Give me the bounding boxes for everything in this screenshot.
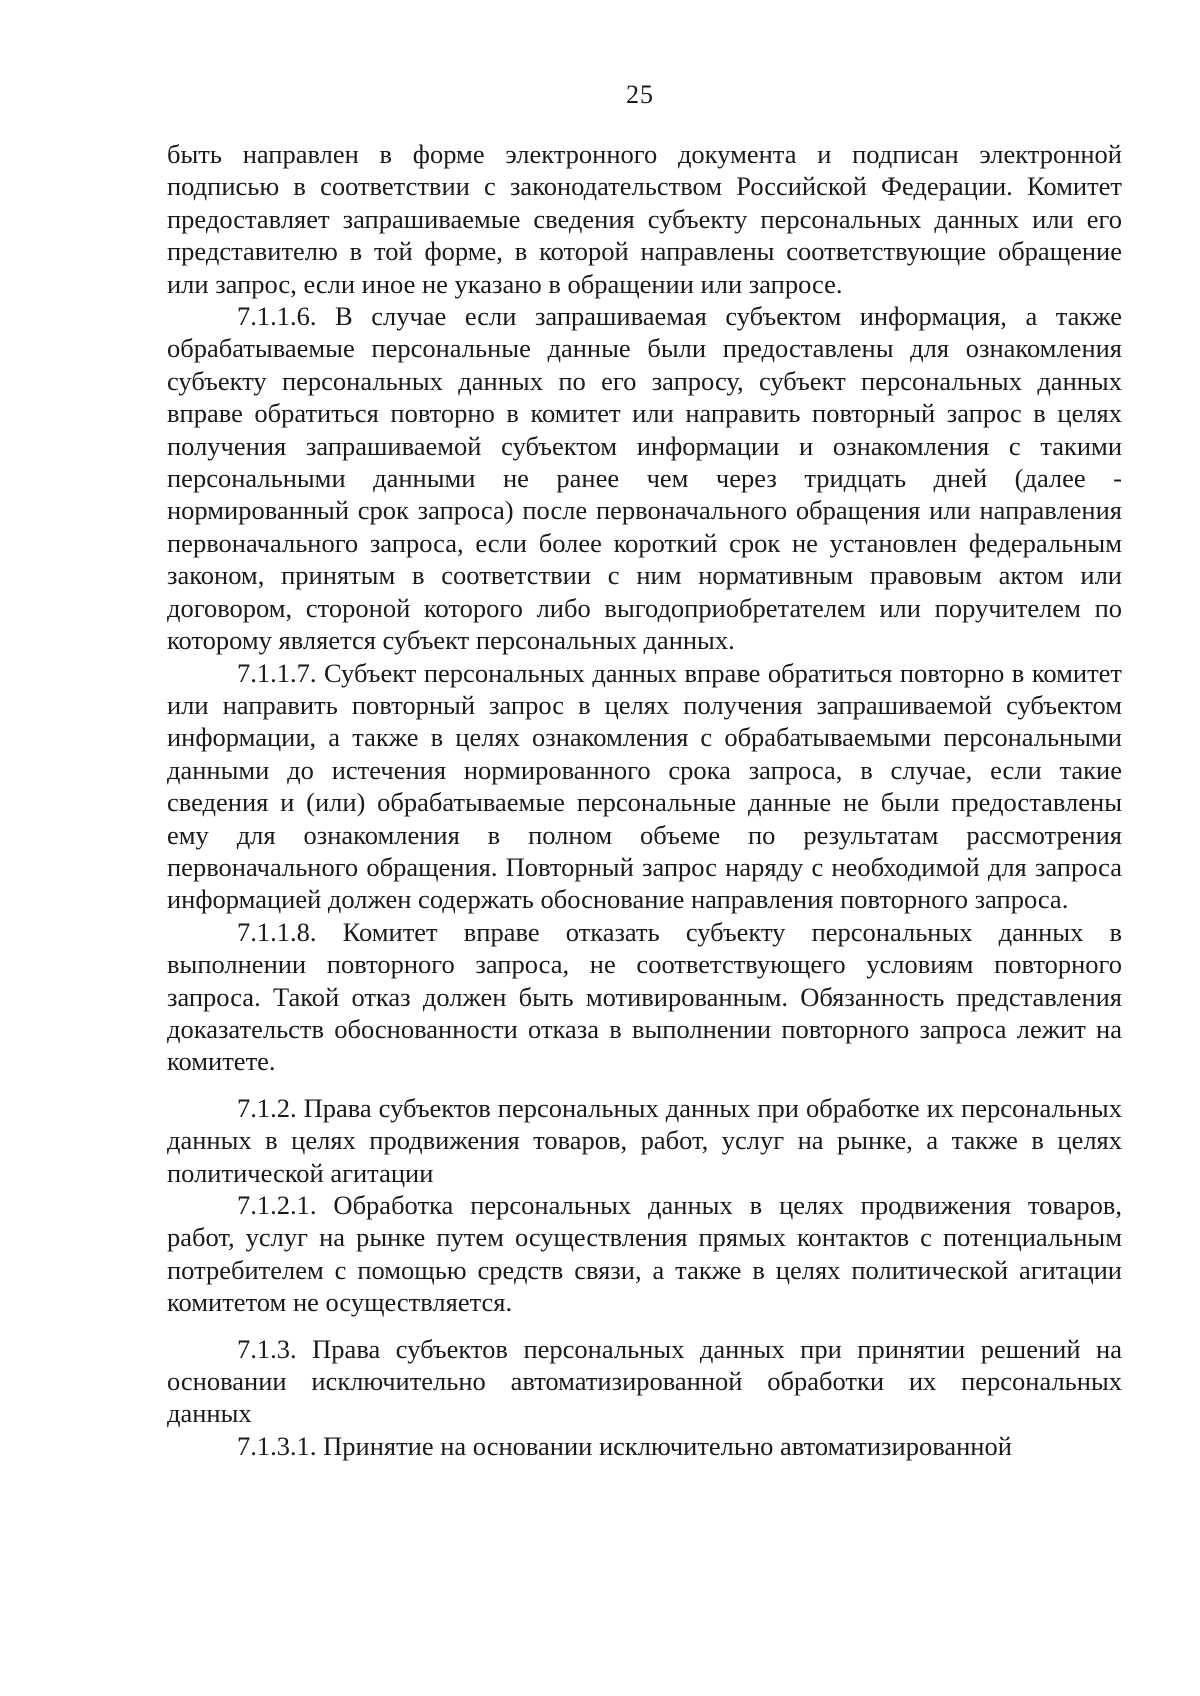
paragraph-7-1-1-8: 7.1.1.8. Комитет вправе отказать субъекту персональных данных в выполнении повторного запроса, не соответствующего условиям повторного запроса. Такой отказ должен быть мотивированным. Обязанность представления доказательств обоснованности отказа в выполнении повторного запроса лежит на комитете. (167, 916, 1122, 1077)
document-body (167, 138, 1122, 1462)
section-heading-7-1-3: 7.1.3. Права субъектов персональных данных при принятии решений на основании исключительно автоматизированной обработки их персональных данных (167, 1333, 1122, 1429)
page-number: 25 (626, 80, 654, 109)
paragraph-continuation: быть направлен в форме электронного документа и подписан электронной подписью в соответствии с законодательством Российской Федерации. Комитет предоставляет запрашиваемые сведения субъекту персональных данных или его представителю в той форме, в которой направлены соответствующие обращение или запрос, если иное не указано в обращении или запросе. (167, 139, 1122, 299)
paragraph-7-1-3-1: 7.1.3.1. Принятие на основании исключительно автоматизированной (237, 1430, 1012, 1461)
paragraph-7-1-1-7: 7.1.1.7. Субъект персональных данных вправе обратиться повторно в комитет или направить повторный запрос в целях получения запрашиваемой субъектом информации, а также в целях ознакомления с обрабатываемыми персональными данными до истечения нормированного срока запроса, в случае, если такие сведения и (или) обрабатываемые персональные данные не были предоставлены ему для ознакомления в полном объеме по результатам рассмотрения первоначального обращения. Повторный запрос наряду с необходимой для запроса информацией должен содержать обоснование направления повторного запроса. (167, 657, 1122, 915)
paragraph-7-1-1-6: 7.1.1.6. В случае если запрашиваемая субъектом информация, а также обрабатываемые персональные данные были предоставлены для ознакомления субъекту персональных данных по его запросу, субъект персональных данных вправе обратиться повторно в комитет или направить повторный запрос в целях получения запрашиваемой субъектом информации и ознакомления с такими персональными данными не ранее чем через тридцать дней (далее - нормированный срок запроса) после первоначального обращения или направления первоначального запроса, если более короткий срок не установлен федеральным законом, принятым в соответствии с ним нормативным правовым актом или договором, стороной которого либо выгодоприобретателем или поручителем по которому является субъект персональных данных. (167, 301, 1122, 656)
section-heading-7-1-2: 7.1.2. Права субъектов персональных данных при обработке их персональных данных в целях продвижения товаров, работ, услуг на рынке, а также в целях политической агитации (167, 1092, 1122, 1188)
paragraph-7-1-2-1: 7.1.2.1. Обработка персональных данных в целях продвижения товаров, работ, услуг на рынке путем осуществления прямых контактов с потенциальным потребителем с помощью средств связи, а также в целях политической агитации комитетом не осуществляется. (167, 1190, 1122, 1318)
